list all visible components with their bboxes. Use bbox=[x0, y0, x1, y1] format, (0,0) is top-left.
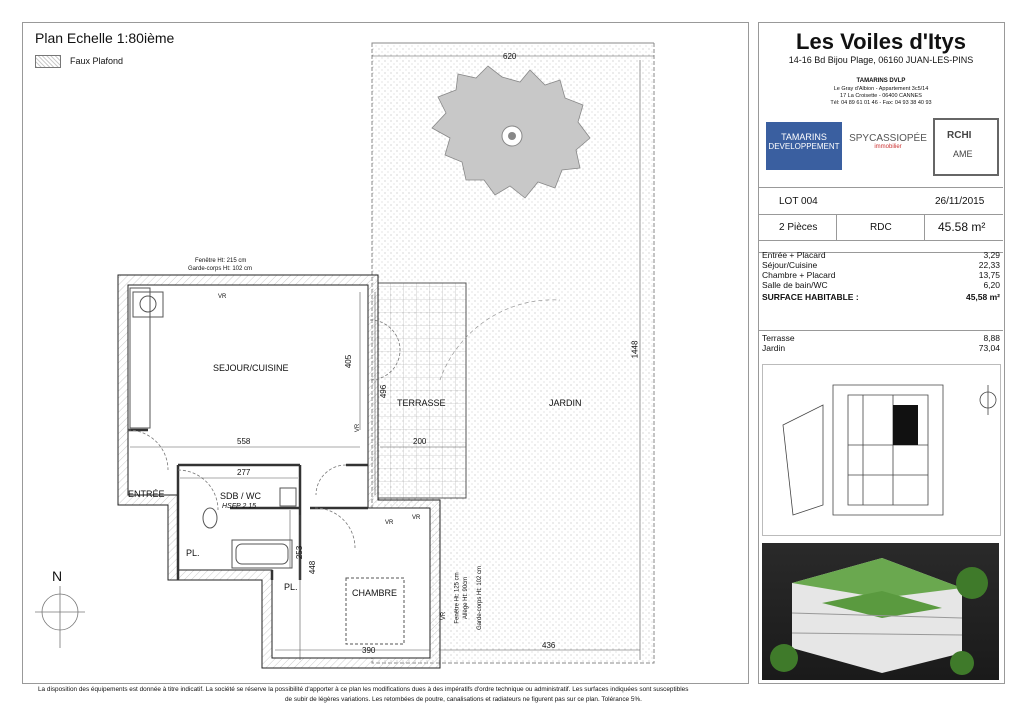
room-pl2-label: PL. bbox=[284, 582, 298, 592]
surface-total-name: SURFACE HABITABLE : bbox=[762, 292, 859, 302]
tamarins-logo-line-2: DEVELOPPEMENT bbox=[768, 142, 840, 151]
lot-area: 45.58 m² bbox=[938, 220, 986, 234]
archi-ame-logo-line-2: AME bbox=[953, 149, 973, 159]
dim-1448: 1448 bbox=[630, 340, 640, 359]
note-vr-3: VR bbox=[412, 515, 421, 521]
note-allege-vertical: Allège Ht: 90cm bbox=[463, 576, 470, 620]
spycassiopee-logo bbox=[848, 133, 928, 163]
room-hsfp-label: HSFP 2.15 bbox=[222, 503, 256, 510]
surface-value: 13,75 bbox=[978, 270, 1000, 280]
surface-row bbox=[762, 260, 1000, 270]
disclaimer-line-1: La disposition des équipements est donnée à titre indicatif. La société se réserve la possibilité d'apporter à ce plan les modifications dues à des impératifs d'ordre technique ou administratif. Les surfaces indiquées sont susceptibles bbox=[38, 686, 689, 693]
dim-390: 390 bbox=[362, 646, 376, 655]
terrasse-area bbox=[378, 283, 466, 498]
surface-total-row bbox=[762, 292, 1000, 302]
lot-table-col-2 bbox=[924, 214, 925, 240]
tamarins-logo bbox=[766, 122, 842, 170]
dim-277: 277 bbox=[237, 468, 251, 477]
compass-symbol bbox=[35, 586, 85, 648]
north-label: N bbox=[52, 568, 63, 584]
dim-620: 620 bbox=[503, 52, 517, 61]
lot-level: RDC bbox=[870, 222, 892, 233]
exterior-name: Terrasse bbox=[762, 333, 795, 343]
lot-table-mid bbox=[758, 214, 1003, 215]
disclaimer-line-2: de subir de légères variations. Les retombées de poutre, canalisations et radiateurs ne figurent pas sur ce plan. Tolérance 5%. bbox=[285, 696, 642, 703]
note-vr-5: VR bbox=[441, 611, 448, 621]
dim-200: 200 bbox=[413, 437, 427, 446]
archi-ame-logo bbox=[933, 118, 999, 176]
room-sdb-label: SDB / WC bbox=[220, 491, 262, 501]
dim-558: 558 bbox=[237, 437, 251, 446]
exterior-top bbox=[758, 330, 1003, 331]
note-vr-1: VR bbox=[218, 294, 227, 300]
archi-ame-logo-line-1: RCHI bbox=[947, 130, 972, 141]
exterior-value: 73,04 bbox=[978, 343, 1000, 353]
room-entree-label: ENTRÉE bbox=[128, 489, 165, 499]
surface-value: 6,20 bbox=[983, 280, 1000, 290]
surface-name: Séjour/Cuisine bbox=[762, 260, 818, 270]
room-jardin-label: JARDIN bbox=[549, 398, 582, 408]
lot-date: 26/11/2015 bbox=[935, 196, 985, 207]
exterior-value: 8,88 bbox=[983, 333, 1000, 343]
surface-row bbox=[762, 280, 1000, 290]
lot-table-bottom bbox=[758, 240, 1003, 241]
developer-name: TAMARINS DVLP bbox=[856, 78, 906, 84]
room-terrasse-label: TERRASSE bbox=[397, 398, 446, 408]
building-render-image bbox=[762, 543, 999, 680]
dim-496: 496 bbox=[379, 384, 389, 399]
note-garde-vertical: Garde-corps Ht: 102 cm bbox=[477, 565, 484, 631]
note-fenetre: Fenêtre Ht: 215 cm bbox=[195, 258, 247, 264]
room-chambre-label: CHAMBRE bbox=[352, 588, 398, 598]
spycassiopee-logo-text: SPYCASSIOPÉE bbox=[849, 133, 927, 144]
note-fenetre-vertical: Fenêtre Ht: 125 cm bbox=[454, 572, 461, 624]
lot-pieces: 2 Pièces bbox=[779, 222, 818, 233]
surface-row bbox=[762, 270, 1000, 280]
project-name: Les Voiles d'Itys bbox=[796, 29, 966, 54]
tamarins-logo-line-1: TAMARINS bbox=[781, 132, 827, 142]
surface-value: 3,29 bbox=[983, 250, 1000, 260]
surface-row bbox=[762, 250, 1000, 260]
dim-405: 405 bbox=[344, 354, 354, 369]
plan-title: Plan Echelle 1:80ième bbox=[35, 30, 175, 46]
dim-253: 253 bbox=[295, 545, 305, 560]
surface-value: 22,33 bbox=[978, 260, 1000, 270]
exterior-name: Jardin bbox=[762, 343, 786, 353]
faux-plafond-label: Faux Plafond bbox=[70, 56, 124, 66]
room-sejour-label: SEJOUR/CUISINE bbox=[213, 363, 289, 373]
lot-table-top bbox=[758, 187, 1003, 188]
lot-label: LOT 004 bbox=[779, 196, 818, 207]
surface-total-value: 45,58 m² bbox=[965, 292, 1000, 302]
dim-448: 448 bbox=[308, 560, 318, 575]
surface-name: Salle de bain/WC bbox=[762, 280, 828, 290]
developer-line-1: Le Gray d'Albion - Appartement 3c5/14 bbox=[833, 86, 929, 92]
spycassiopee-logo-sub: immobilier bbox=[874, 144, 902, 150]
dim-436: 436 bbox=[542, 641, 556, 650]
developer-line-3: Tél: 04 89 61 01 46 - Fax: 04 93 38 40 93 bbox=[830, 100, 932, 106]
note-vr-2: VR bbox=[385, 520, 394, 526]
exterior-row bbox=[762, 343, 1000, 353]
project-address: 14-16 Bd Bijou Plage, 06160 JUAN-LES-PINS bbox=[788, 55, 974, 65]
note-vr-4: VR bbox=[355, 423, 362, 433]
exterior-row bbox=[762, 333, 1000, 343]
lot-table-col-1 bbox=[836, 214, 837, 240]
developer-line-2: 17 La Croisette - 06400 CANNES bbox=[840, 93, 922, 99]
note-garde-corps: Garde-corps Ht: 102 cm bbox=[188, 266, 253, 272]
site-plan-thumbnail bbox=[762, 364, 1001, 536]
surface-name: Entrée + Placard bbox=[762, 250, 826, 260]
surface-name: Chambre + Placard bbox=[762, 270, 836, 280]
room-pl1-label: PL. bbox=[186, 548, 200, 558]
